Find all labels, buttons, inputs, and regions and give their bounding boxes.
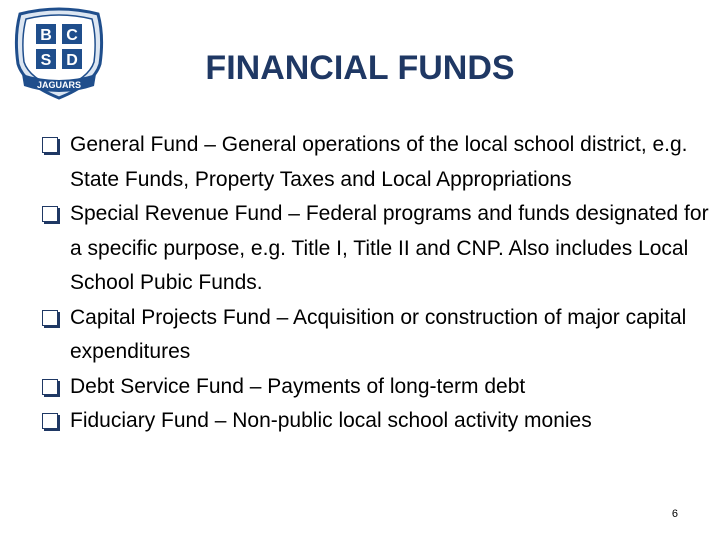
fund-item-text: Debt Service Fund – Payments of long-term debt <box>70 374 526 398</box>
slide-title: FINANCIAL FUNDS <box>205 49 515 87</box>
fund-item-capital-projects <box>40 301 710 370</box>
checkbox-bullet-icon <box>42 310 58 326</box>
checkbox-bullet-icon <box>42 137 58 153</box>
checkbox-bullet-icon <box>42 379 58 395</box>
checkbox-bullet-icon <box>42 413 58 429</box>
logo-letter-b: B <box>40 27 52 44</box>
fund-item-general <box>40 128 710 197</box>
fund-item-text: General Fund – General operations of the local school district, e.g. State Funds, Property Taxes and Local Appropriations <box>70 133 688 191</box>
fund-item-special-revenue <box>40 197 710 301</box>
logo-letter-c: C <box>66 27 78 44</box>
fund-item-text: Fiduciary Fund – Non-public local school activity monies <box>70 409 592 432</box>
logo-letter-s: S <box>40 52 52 69</box>
school-logo <box>10 6 108 102</box>
logo-banner-text: JAGUARS <box>36 80 82 90</box>
fund-item-text: Special Revenue Fund – Federal programs and funds designated for a specific purpose, e.g. Title I, Title II and CNP. Also includes Local School Pubic Funds. <box>70 202 709 294</box>
page-number: 6 <box>671 508 678 520</box>
fund-list <box>40 128 710 439</box>
fund-item-debt-service <box>40 370 710 405</box>
checkbox-bullet-icon <box>42 206 58 222</box>
fund-item-fiduciary <box>40 404 710 439</box>
logo-letter-d: D <box>66 52 78 69</box>
fund-item-text: Capital Projects Fund – Acquisition or construction of major capital expenditures <box>70 305 687 363</box>
